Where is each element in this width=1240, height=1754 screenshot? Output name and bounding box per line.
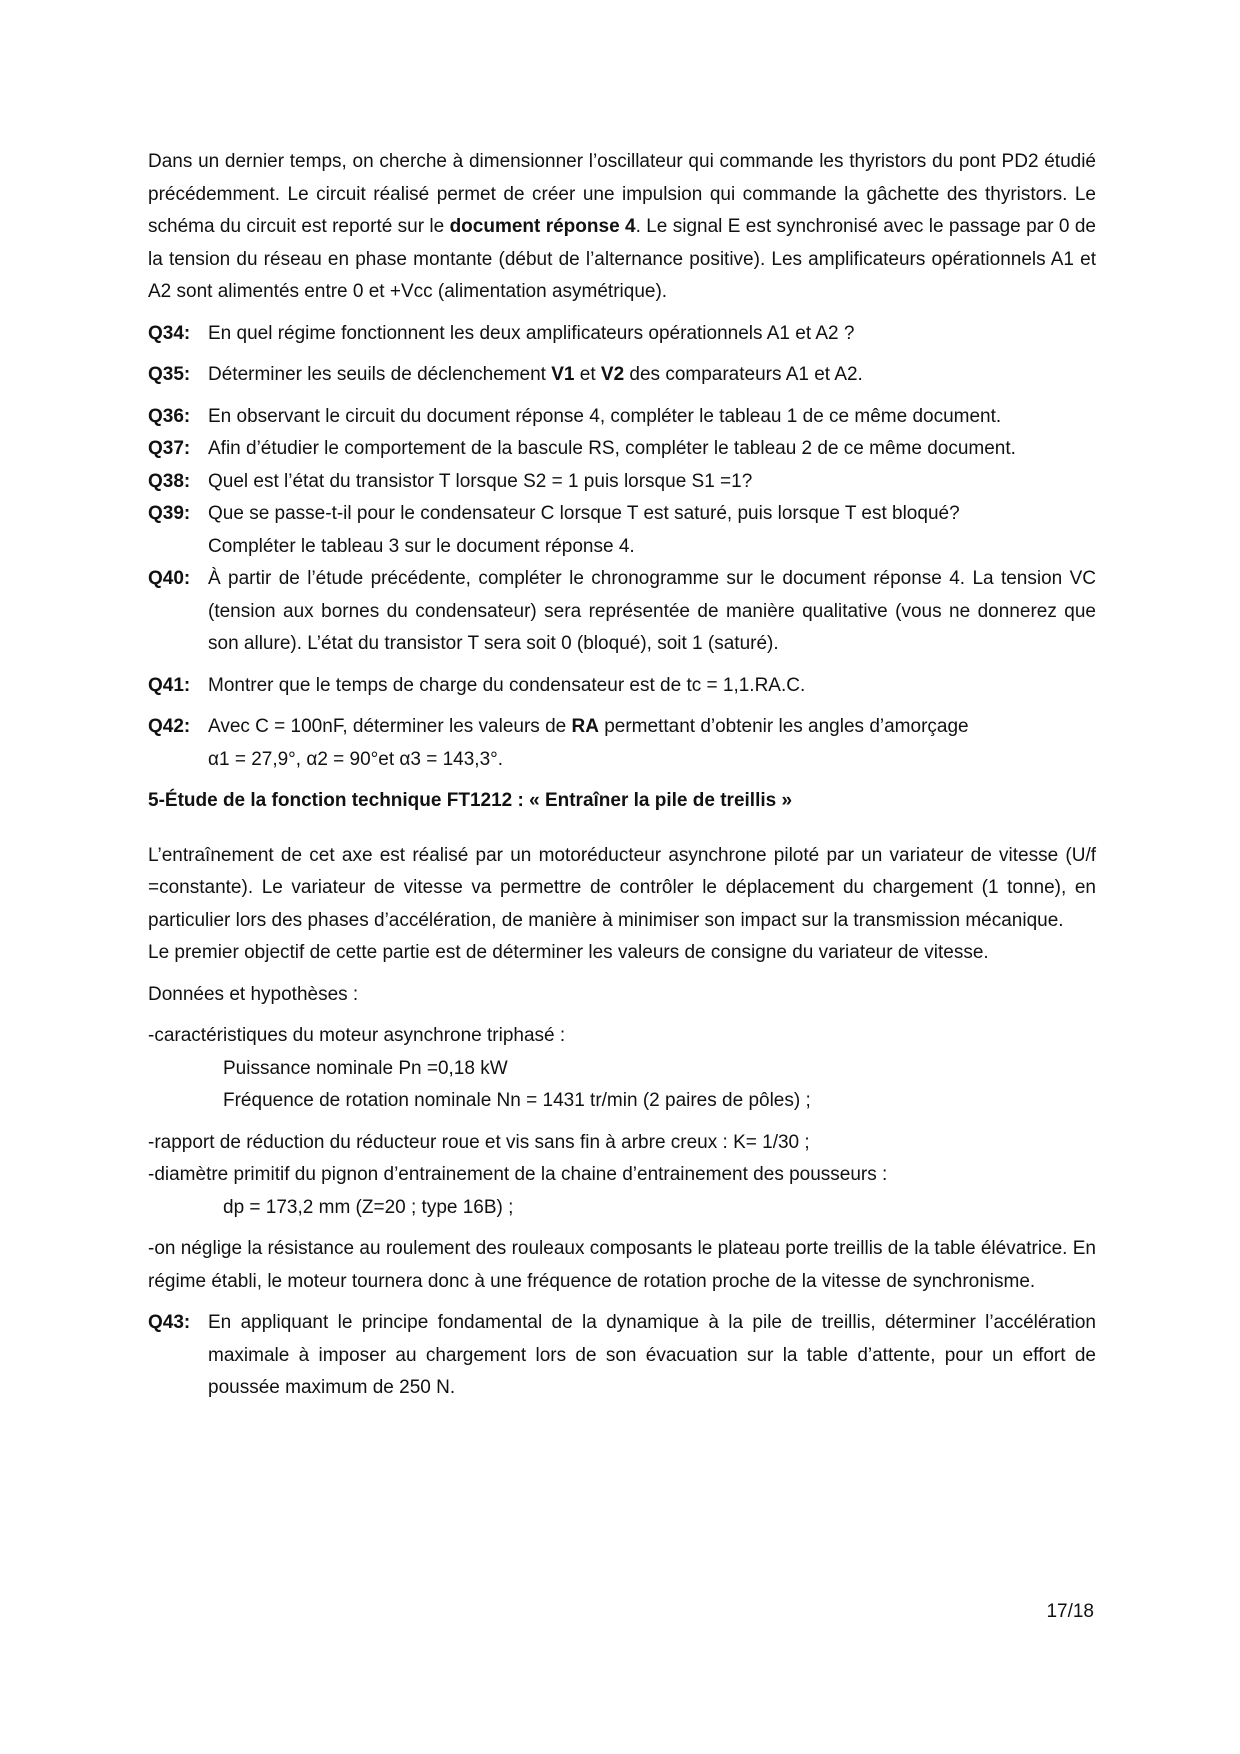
question-text: Déterminer les seuils de déclenchement V1 et V2 des comparateurs A1 et A2. [208, 364, 863, 385]
question-q35 [148, 359, 1096, 392]
question-text: Avec C = 100nF, déterminer les valeurs de RA permettant d’obtenir les angles d’amorçage α1 = 27,9°, α2 = 90°et α3 = 143,3°. [208, 716, 969, 770]
question-q38 [148, 466, 1096, 499]
question-text: Quel est l’état du transistor T lorsque S2 = 1 puis lorsque S1 =1? [208, 470, 753, 492]
question-text: En observant le circuit du document réponse 4, compléter le tableau 1 de ce même document. [208, 405, 1002, 427]
question-text: Que se passe-t-il pour le condensateur C lorsque T est saturé, puis lorsque T est bloqué? Compléter le tableau 3 sur le document réponse 4. [208, 503, 960, 557]
question-number: Q39: [148, 503, 191, 524]
intro-paragraph [148, 146, 1096, 309]
question-number: Q41: [148, 674, 191, 696]
question-q40 [148, 563, 1096, 661]
question-q43 [148, 1307, 1096, 1405]
question-q41 [148, 670, 1096, 703]
rolling-resistance-note: -on néglige la résistance au roulement des rouleaux composants le plateau porte treillis de la table élévatrice. En régime établi, le moteur tournera donc à une fréquence de rotation proche de la vitesse de synchronisme. [148, 1238, 1096, 1292]
question-q42 [148, 711, 1096, 776]
ra-label: RA [571, 716, 599, 737]
v1-label: V1 [551, 364, 575, 385]
question-number: Q40: [148, 568, 191, 589]
question-q36 [148, 401, 1096, 434]
intro-text-2: . Le signal E est synchronisé avec le passage par 0 de la tension du réseau en phase montante (début de l’alternance positive). Les amplificateurs opérationnels A1 et A2 sont alimentés entre 0 et +Vcc (alimentation asymétrique). [148, 216, 1096, 302]
question-text: À partir de l’étude précédente, compléter le chronogramme sur le document réponse 4. La tension VC (tension aux bornes du condensateur) sera représentée de manière qualitative (vous ne donnerez que son allure). L’état du transistor T sera soit 0 (bloqué), soit 1 (saturé). [208, 568, 1096, 654]
question-q34 [148, 318, 1096, 351]
section-title: 5-Étude de la fonction technique FT1212 : « Entraîner la pile de treillis » [148, 790, 793, 811]
pinion-diameter-title: -diamètre primitif du pignon d’entrainement de la chaine d’entrainement des pousseurs : [148, 1164, 888, 1185]
intro-bold-ref: document réponse 4 [449, 216, 636, 237]
question-number: Q37: [148, 438, 191, 459]
question-number: Q43: [148, 1312, 191, 1333]
reduction-ratio: -rapport de réduction du réducteur roue et vis sans fin à arbre creux : K= 1/30 ; [148, 1131, 810, 1153]
v2-label: V2 [600, 364, 625, 385]
motor-characteristics-title: -caractéristiques du moteur asynchrone triphasé : [148, 1025, 566, 1046]
pinion-diameter-value: dp = 173,2 mm (Z=20 ; type 16B) ; [223, 1196, 514, 1218]
question-number: Q42: [148, 716, 191, 737]
question-q39 [148, 498, 1096, 563]
motor-power: Puissance nominale Pn =0,18 kW [223, 1057, 508, 1079]
question-text: Afin d’étudier le comportement de la bascule RS, compléter le tableau 2 de ce même document. [208, 438, 1016, 459]
page-content [148, 146, 1096, 1405]
donnees-heading: Données et hypothèses : [148, 983, 359, 1005]
question-text: Montrer que le temps de charge du condensateur est de tc = 1,1.RA.C. [208, 674, 806, 696]
section-paragraph-2: Le premier objectif de cette partie est de déterminer les valeurs de consigne du variateur de vitesse. [148, 942, 989, 963]
section-paragraph-1: L’entraînement de cet axe est réalisé par un motoréducteur asynchrone piloté par un variateur de vitesse (U/f =constante). Le variateur de vitesse va permettre de contrôler le déplacement du chargement (1 tonne), en particulier lors des phases d’accélération, de manière à minimiser son impact sur la transmission mécanique. [148, 844, 1096, 931]
page-number: 17/18 [1046, 1601, 1094, 1622]
question-number: Q34: [148, 322, 191, 344]
question-text: En quel régime fonctionnent les deux amplificateurs opérationnels A1 et A2 ? [208, 322, 855, 344]
intro-text-1: Dans un dernier temps, on cherche à dimensionner l’oscillateur qui commande les thyristors du pont PD2 étudié précédemment. Le circuit réalisé permet de créer une impulsion qui commande la gâchette des thyristors. Le schéma du circuit est reporté sur le [148, 151, 1096, 237]
question-q37 [148, 433, 1096, 466]
question-number: Q36: [148, 405, 191, 427]
motor-speed: Fréquence de rotation nominale Nn = 1431 tr/min (2 paires de pôles) ; [223, 1090, 811, 1111]
question-text: En appliquant le principe fondamental de la dynamique à la pile de treillis, déterminer l’accélération maximale à imposer au chargement lors de son évacuation sur la table d’attente, pour un effort de poussée maximum de 250 N. [208, 1312, 1096, 1398]
question-number: Q38: [148, 470, 191, 492]
question-number: Q35: [148, 364, 191, 385]
